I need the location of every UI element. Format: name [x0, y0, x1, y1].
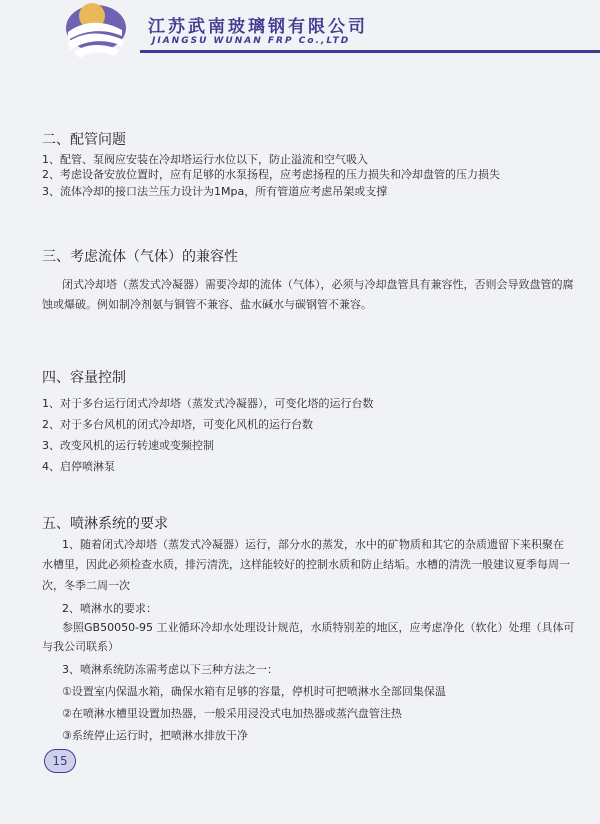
list-item: 4、启停喷淋泵	[42, 460, 115, 473]
page-number: 15	[44, 749, 76, 773]
paragraph-line: 闭式冷却塔（蒸发式冷凝器）需要冷却的流体（气体），必须与冷却盘管具有兼容性，否则会导致盘管的腐	[62, 278, 574, 291]
paragraph-line: 蚀或爆破。例如制冷剂氨与铜管不兼容、盐水碱水与碳钢管不兼容。	[42, 298, 372, 311]
company-name-english: JIANGSU WUNAN FRP Co.,LTD	[152, 36, 351, 46]
list-item: 2、考虑设备安放位置时，应有足够的水泵扬程，应考虑扬程的压力损失和冷却盘管的压力损失	[42, 168, 500, 181]
paragraph-line: 水槽里，因此必须检查水质，排污清洗，这样能较好的控制水质和防止结垢。水槽的清洗一般建议夏季每周一	[42, 558, 570, 571]
list-item: 3、流体冷却的接口法兰压力设计为1Mpa，所有管道应考虑吊架或支撑	[42, 185, 388, 198]
section-title-capacity-control: 四、容量控制	[42, 370, 126, 386]
paragraph-line: 与我公司联系）	[42, 640, 119, 653]
list-item: ②在喷淋水槽里设置加热器，一般采用浸没式电加热器或蒸汽盘管注热	[62, 707, 402, 720]
list-item: 2、对于多台风机的闭式冷却塔，可变化风机的运行台数	[42, 418, 313, 431]
section-title-piping: 二、配管问题	[42, 132, 126, 148]
section-title-compatibility: 三、考虑流体（气体）的兼容性	[42, 249, 238, 265]
list-item: ①设置室内保温水箱，确保水箱有足够的容量，停机时可把喷淋水全部回集保温	[62, 685, 446, 698]
list-item: 3、改变风机的运行转速或变频控制	[42, 439, 214, 452]
section-title-spray-system: 五、喷淋系统的要求	[42, 516, 168, 532]
paragraph-line: 1、随着闭式冷却塔（蒸发式冷凝器）运行，部分水的蒸发，水中的矿物质和其它的杂质遗留下来积聚在	[62, 538, 564, 551]
list-item: 1、对于多台运行闭式冷却塔（蒸发式冷凝器），可变化塔的运行台数	[42, 397, 374, 410]
paragraph-line: 次，冬季二周一次	[42, 579, 130, 592]
company-name-chinese: 江苏武南玻璃钢有限公司	[148, 17, 368, 37]
list-item: 1、配管、泵阀应安装在冷却塔运行水位以下，防止溢流和空气吸入	[42, 153, 368, 166]
list-item: 2、喷淋水的要求：	[62, 602, 157, 615]
list-item: ③系统停止运行时，把喷淋水排放干净	[62, 729, 248, 742]
paragraph-line: 参照GB50050-95 工业循环冷却水处理设计规范，水质特别差的地区，应考虑净化（软化）处理（具体可	[62, 621, 575, 634]
list-item: 3、喷淋系统防冻需考虑以下三种方法之一：	[62, 663, 278, 676]
